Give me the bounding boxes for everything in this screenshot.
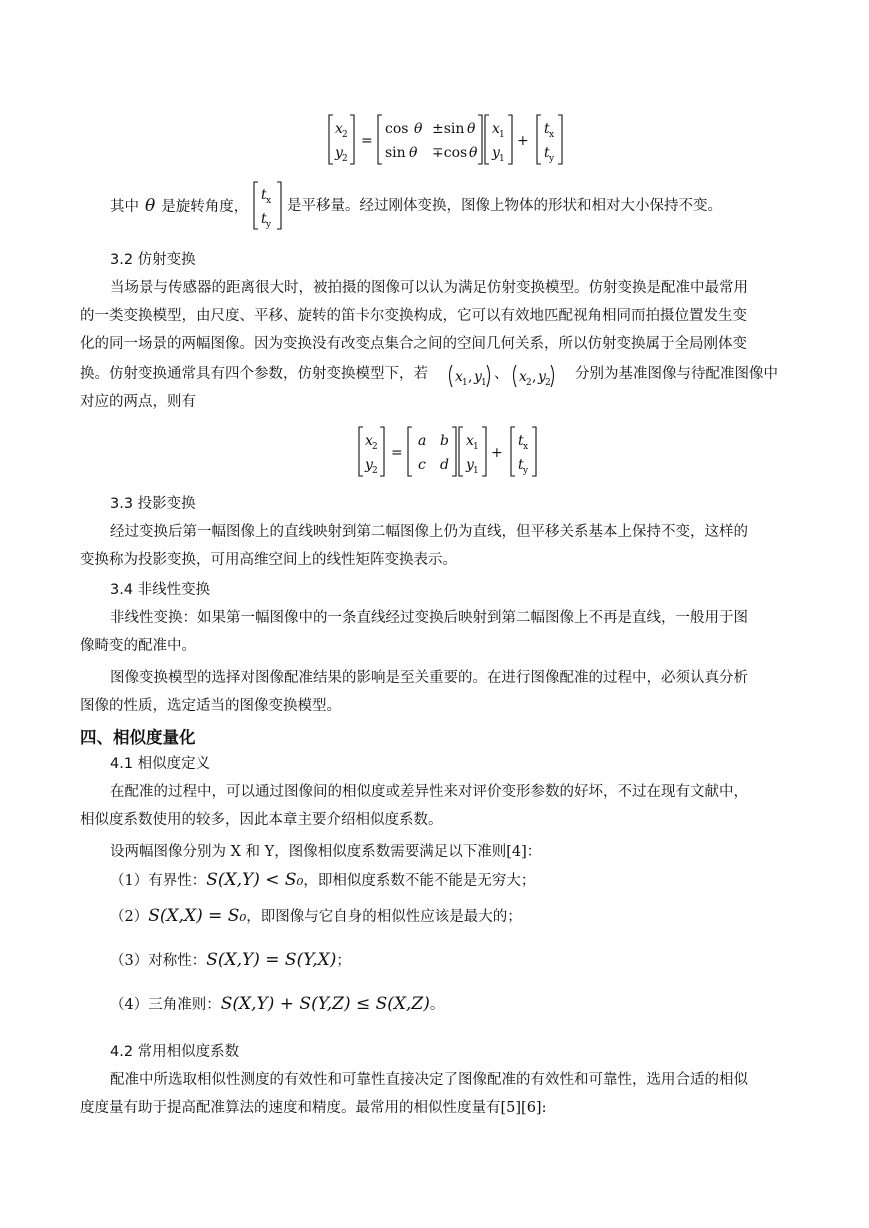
svg-text:θ: θ [467,121,476,137]
svg-text:=: = [361,133,373,149]
svg-text:t: t [261,211,267,227]
criterion-4 [110,990,444,1019]
svg-text:y: y [365,457,373,473]
criterion-text: ，即相似度系数不能不能是无穷大； [303,873,536,889]
svg-text:1: 1 [481,378,487,388]
equation-affine-transform [356,424,546,480]
svg-text:2: 2 [342,154,348,164]
translation-vector-inline [252,180,288,232]
svg-text:x: x [335,121,343,137]
section-heading-4-2: 4.2 常用相似度系数 [110,1044,240,1060]
svg-text:θ: θ [414,121,423,137]
svg-text:1: 1 [462,378,468,388]
svg-text:θ: θ [409,145,418,161]
svg-text:x: x [365,433,373,449]
svg-text:x: x [466,433,474,449]
svg-text:1: 1 [473,466,479,476]
svg-text:t: t [518,433,524,449]
svg-text:d: d [440,457,449,473]
criterion-formula: S(X,Y) = S(Y,X) [206,950,337,970]
criterion-text: ； [336,953,351,969]
svg-text:cos: cos [385,121,409,137]
text-line: 配准中所选取相似性测度的有效性和可靠性直接决定了图像配准的有效性和可靠性，选用合适的相似 [110,1072,748,1088]
text-segment: 、 [494,366,509,382]
svg-text:y: y [492,145,500,161]
svg-text:x: x [492,121,500,137]
svg-text:y: y [466,457,474,473]
criterion-text: 。 [429,997,445,1013]
svg-text:θ: θ [469,145,478,161]
svg-text:∓cos: ∓cos [432,145,468,161]
paragraph-rigid-explain [110,192,248,221]
svg-text:+: + [491,445,503,461]
svg-text:1: 1 [499,154,505,164]
svg-text:c: c [418,457,426,473]
criterion-formula: S(X,Y) + S(Y,Z) ≤ S(X,Z) [220,994,430,1014]
svg-text:2: 2 [342,130,348,140]
text-line: 图像变换模型的选择对图像配准结果的影响是至关重要的。在进行图像配准的过程中，必须认真分析 [110,670,748,686]
criterion-label: （3）对称性： [110,953,207,969]
svg-text:t: t [544,121,550,137]
text-segment: 是旋转角度， [161,199,249,215]
text-segment: 分别为基准图像与待配准图像中 [575,366,778,382]
svg-text:2: 2 [526,378,532,388]
svg-text:y: y [549,154,555,164]
svg-text:x: x [455,369,463,385]
criterion-label: （1）有界性： [110,873,207,889]
svg-text:2: 2 [545,378,551,388]
criterion-text: ，即图像与它自身的相似性应该是最大的； [246,909,522,925]
svg-text:y: y [523,466,529,476]
section-heading-4-1: 4.1 相似度定义 [110,756,211,772]
point-pair-math [446,362,574,390]
svg-text:,: , [468,369,473,385]
text-line: 对应的两点，则有 [80,394,196,410]
svg-text:sin: sin [385,145,406,161]
text-line: 像畸变的配准中。 [80,638,196,654]
svg-text:2: 2 [372,442,378,452]
criterion-formula: S(X,Y) < S₀ [206,870,304,890]
text-line: 相似度系数使用的较多，因此本章主要介绍相似度系数。 [80,812,443,828]
text-line: 度度量有助于提高配准算法的速度和精度。最常用的相似性度量有[5][6]: [80,1100,547,1116]
svg-text:b: b [440,433,449,449]
section-heading-4: 四、相似度量化 [80,728,196,747]
criterion-3 [110,946,351,975]
equation-rigid-transform [326,112,576,168]
theta-symbol: θ [145,196,156,216]
svg-text:,: , [532,369,537,385]
criterion-label: （2） [110,909,149,925]
text-line: 在配准的过程中，可以通过图像间的相似度或差异性来对评价变形参数的好坏，不过在现有文献中， [110,784,748,800]
text-line [80,360,428,388]
svg-text:±sin: ±sin [432,121,465,137]
section-heading-3-2: 3.2 仿射变换 [110,252,196,268]
text-segment: 其中 [110,199,139,215]
text-segment: 换。仿射变换通常具有四个参数，仿射变换模型下，若 [80,366,428,382]
svg-text:=: = [391,445,403,461]
svg-text:+: + [517,133,529,149]
svg-text:y: y [538,369,546,385]
text-line: 化的同一场景的两幅图像。因为变换没有改变点集合之间的空间几何关系，所以仿射变换属于全局刚体变 [80,336,747,352]
svg-text:2: 2 [372,466,378,476]
svg-text:x: x [523,442,529,452]
criterion-label: （4）三角准则： [110,997,221,1013]
section-heading-3-4: 3.4 非线性变换 [110,582,211,598]
svg-text:1: 1 [473,442,479,452]
text-line: 非线性变换：如果第一幅图像中的一条直线经过变换后映射到第二幅图像上不再是直线，一般用于图 [110,610,748,626]
svg-text:y: y [474,369,482,385]
text-line: 设两幅图像分别为 X 和 Y，图像相似度系数需要满足以下准则[4]： [110,844,542,860]
svg-text:t: t [544,145,550,161]
text-line: 当场景与传感器的距离很大时，被拍摄的图像可以认为满足仿射变换模型。仿射变换是配准中最常用 [110,280,748,296]
svg-text:y: y [335,145,343,161]
text-line: 图像的性质，选定适当的图像变换模型。 [80,698,341,714]
criterion-1 [110,866,535,895]
criterion-2 [110,902,522,931]
svg-text:x: x [519,369,527,385]
svg-text:1: 1 [499,130,505,140]
svg-text:x: x [549,130,555,140]
text-line: 经过变换后第一幅图像上的直线映射到第二幅图像上仍为直线，但平移关系基本上保持不变，这样的 [110,524,748,540]
criterion-formula: S(X,X) = S₀ [148,906,247,926]
svg-text:a: a [418,433,427,449]
svg-text:x: x [266,196,272,206]
text-line: 变换称为投影变换，可用高维空间上的线性矩阵变换表示。 [80,552,457,568]
svg-text:t: t [261,187,267,203]
svg-text:t: t [518,457,524,473]
svg-text:y: y [266,220,272,230]
text-line: 的一类变换模型，由尺度、平移、旋转的笛卡尔变换构成，它可以有效地匹配视角相同而拍摄位置发生变 [80,308,747,324]
section-heading-3-3: 3.3 投影变换 [110,496,196,512]
paragraph-rigid-explain-end: 是平移量。经过刚体变换，图像上物体的形状和相对大小保持不变。 [287,198,722,214]
